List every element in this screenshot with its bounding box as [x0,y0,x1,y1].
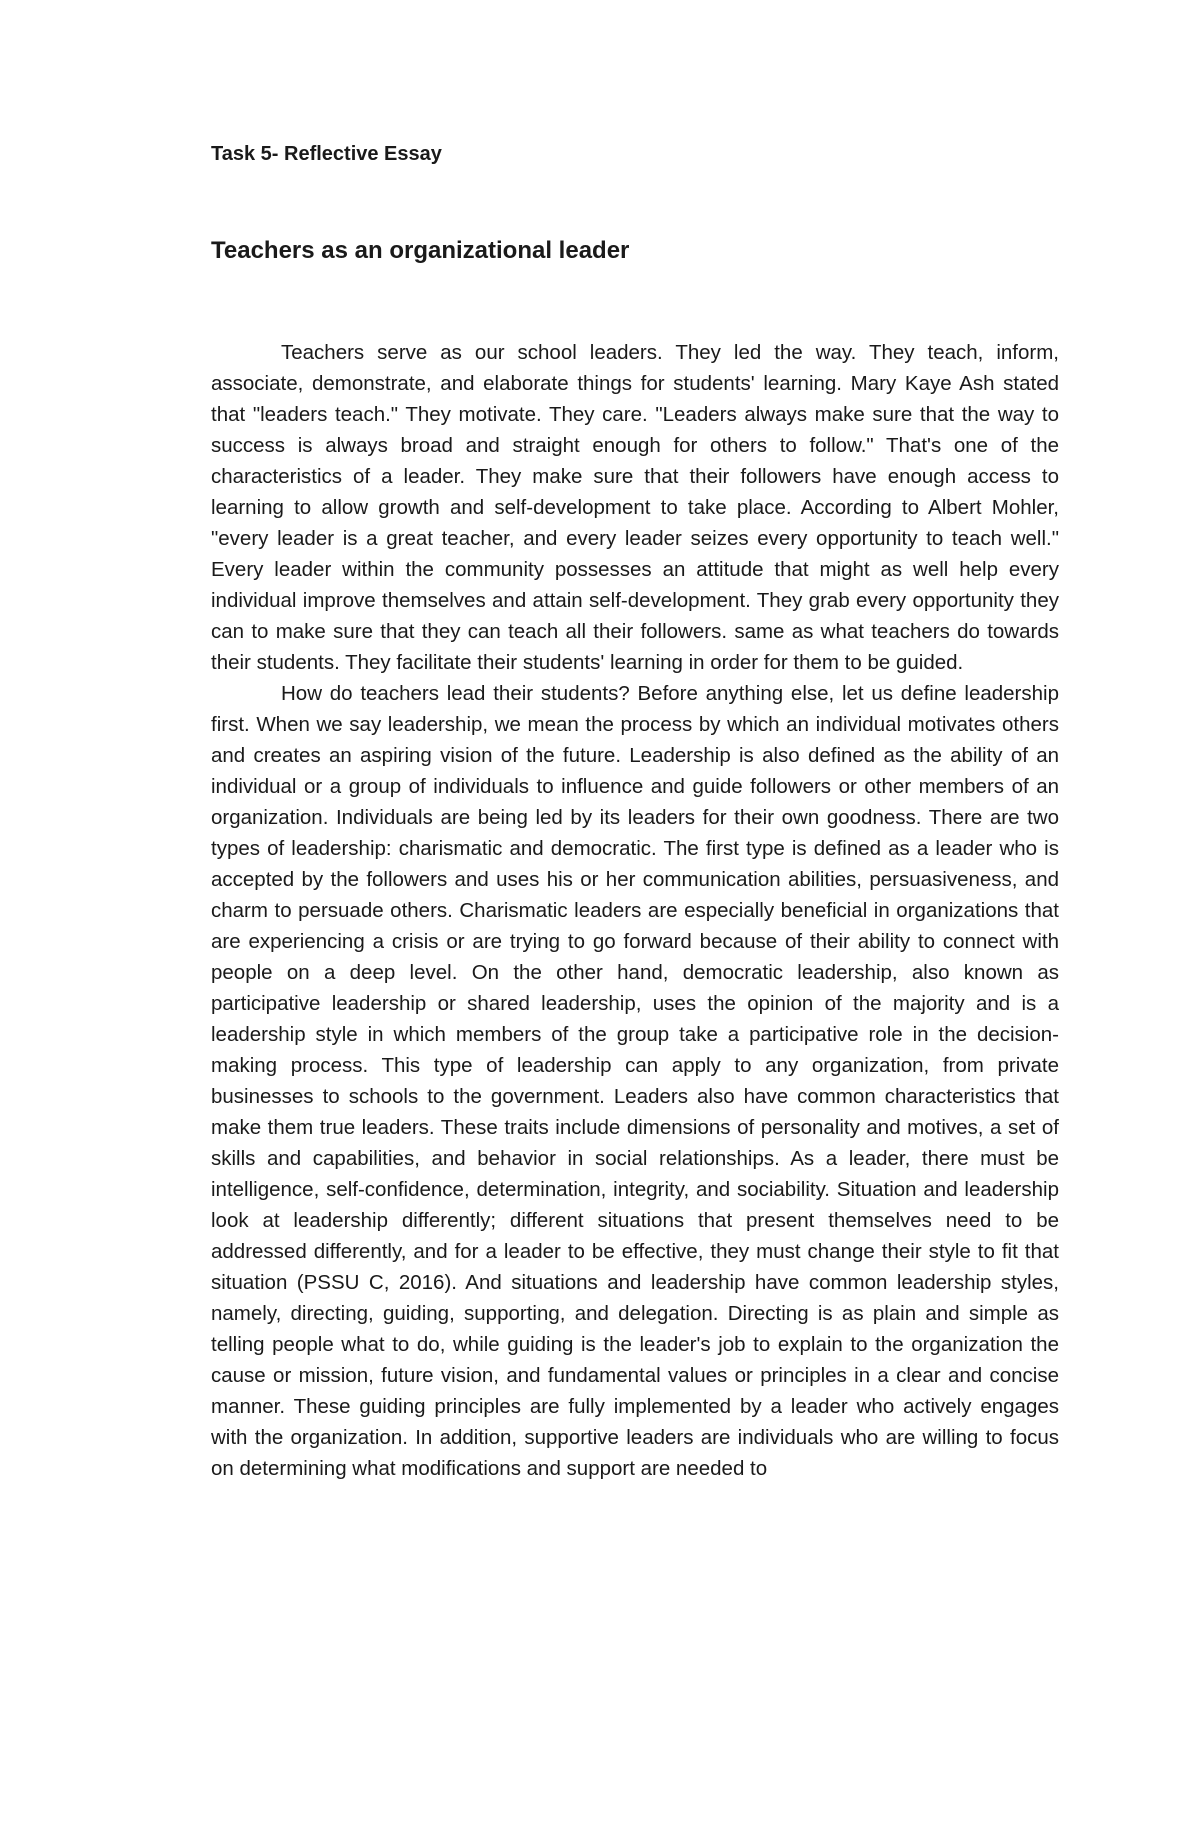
document-content [211,140,1059,1480]
essay-paragraph-1: Teachers serve as our school leaders. They led the way. They teach, inform, associate, demonstrate, and elaborate things for students' learning. Mary Kaye Ash stated that "leaders teach." They motivate. They care. "Leaders always make sure that the way to success is always broad and straight enough for others to follow." That's one of the characteristics of a leader. They make sure that their followers have enough access to learning to allow growth and self-development to take place. According to Albert Mohler, "every leader is a great teacher, and every leader seizes every opportunity to teach well." Every leader within the community possesses an attitude that might as well help every individual improve themselves and attain self-development. They grab every opportunity they can to make sure that they can teach all their followers. same as what teachers do towards their students. They facilitate their students' learning in order for them to be guided. [211,341,1059,674]
essay-body [211,337,1059,1484]
essay-title: Teachers as an organizational leader [211,237,630,264]
task-heading: Task 5- Reflective Essay [211,143,442,165]
essay-paragraph-2: How do teachers lead their students? Before anything else, let us define leadership first. When we say leadership, we mean the process by which an individual motivates others and creates an aspiring vision of the future. Leadership is also defined as the ability of an individual or a group of individuals to influence and guide followers or other members of an organization. Individuals are being led by its leaders for their own goodness. There are two types of leadership: charismatic and democratic. The first type is defined as a leader who is accepted by the followers and uses his or her communication abilities, persuasiveness, and charm to persuade others. Charismatic leaders are especially beneficial in organizations that are experiencing a crisis or are trying to go forward because of their ability to connect with people on a deep level. On the other hand, democratic leadership, also known as participative leadership or shared leadership, uses the opinion of the majority and is a leadership style in which members of the group take a participative role in the decision-making process. This type of leadership can apply to any organization, from private businesses to schools to the government. Leaders also have common characteristics that make them true leaders. These traits include dimensions of personality and motives, a set of skills and capabilities, and behavior in social relationships. As a leader, there must be intelligence, self-confidence, determination, integrity, and sociability. Situation and leadership look at leadership differently; different situations that present themselves need to be addressed differently, and for a leader to be effective, they must change their style to fit that situation (PSSU C, 2016). And situations and leadership have common leadership styles, namely, directing, guiding, supporting, and delegation. Directing is as plain and simple as telling people what to do, while guiding is the leader's job to explain to the organization the cause or mission, future vision, and fundamental values or principles in a clear and concise manner. These guiding principles are fully implemented by a leader who actively engages with the organization. In addition, supportive leaders are individuals who are willing to focus on determining what modifications and support are needed to [211,682,1059,1480]
